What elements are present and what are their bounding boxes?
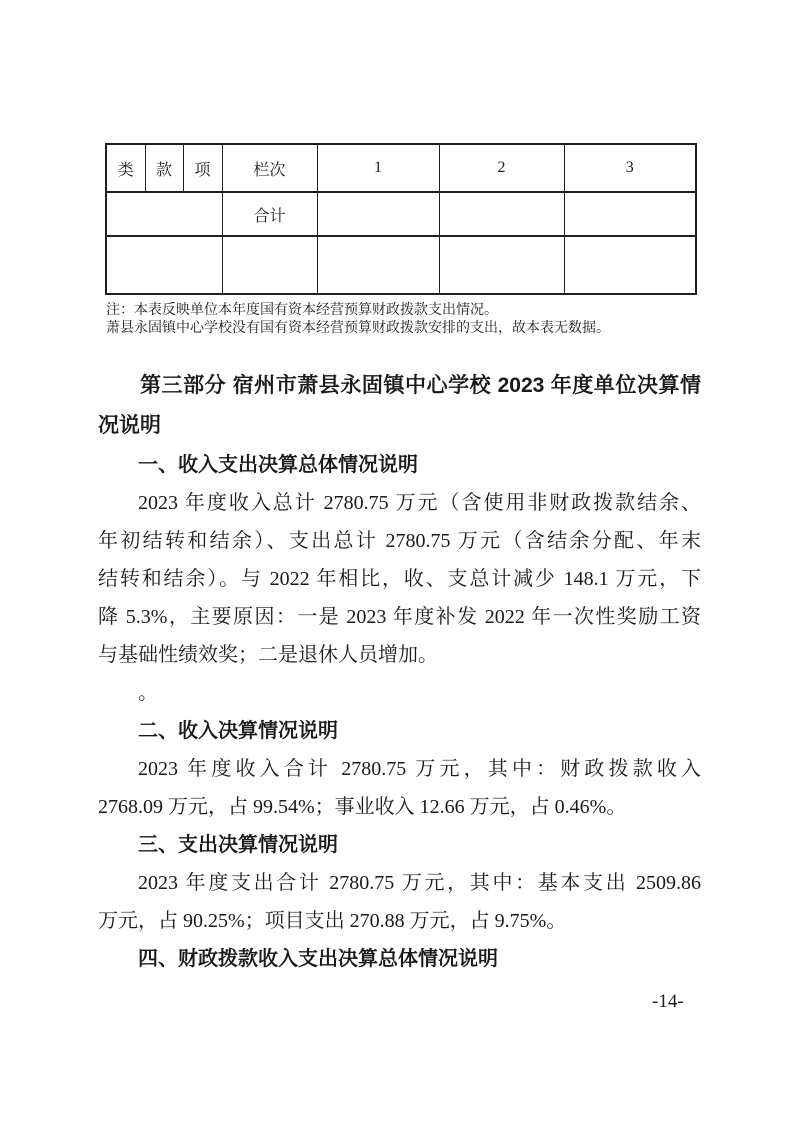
- table-total-row: [106, 192, 696, 236]
- table-cell-empty: [439, 192, 564, 236]
- narrative-body: [98, 366, 701, 978]
- overview-paragraph: [98, 484, 701, 674]
- text-line: 万元，占 90.25%；项目支出 270.88 万元，占 9.75%。: [98, 910, 567, 932]
- header-cell-item: 款: [145, 144, 183, 192]
- text-line: 况说明: [98, 414, 161, 437]
- total-label-cell: 合计: [222, 192, 317, 236]
- table-cell-empty: [317, 236, 439, 294]
- text-line: 年初结转和结余）、支出总计 2780.75 万元（含结余分配、年末: [98, 530, 701, 552]
- page-number: -14-: [652, 991, 684, 1012]
- section-one-title: 一、收入支出决算总体情况说明: [138, 454, 418, 476]
- header-cell-column-label: 栏次: [222, 144, 317, 192]
- table-header-row: [106, 144, 696, 192]
- table-notes: [106, 302, 706, 338]
- text-line: 与基础性绩效奖；二是退休人员增加。: [98, 644, 438, 666]
- table-cell-empty: [317, 192, 439, 236]
- section-four-title: 四、财政拨款收入支出决算总体情况说明: [138, 948, 498, 970]
- table-note-line-1: 注：本表反映单位本年度国有资本经营预算财政拨款支出情况。: [106, 303, 498, 318]
- section-three-title: 三、支出决算情况说明: [138, 834, 338, 856]
- table-cell-empty: [439, 236, 564, 294]
- header-cell-col1: 1: [317, 144, 439, 192]
- text-line: 结转和结余）。与 2022 年相比，收、支总计减少 148.1 万元，下: [98, 568, 701, 590]
- header-cell-col2: 2: [439, 144, 564, 192]
- section-two-title: 二、收入决算情况说明: [138, 720, 338, 742]
- orphan-period-paragraph: [98, 674, 701, 712]
- text-line: 第三部分 宿州市萧县永固镇中心学校 2023 年度单位决算情: [140, 374, 701, 397]
- income-paragraph: [98, 750, 701, 826]
- text-line: 降 5.3%，主要原因：一是 2023 年度补发 2022 年一次性奖励工资: [98, 606, 701, 628]
- header-cell-col3: 3: [564, 144, 696, 192]
- table-cell-empty: [222, 236, 317, 294]
- table-cell-empty: [106, 236, 222, 294]
- header-cell-category: 类: [106, 144, 145, 192]
- text-line: 2023 年度收入总计 2780.75 万元（含使用非财政拨款结余、: [138, 492, 701, 514]
- text-line: 2768.09 万元，占 99.54%；事业收入 12.66 万元，占 0.46%。: [98, 796, 627, 818]
- header-cell-sub-item: 项: [183, 144, 222, 192]
- state-capital-budget-table: [105, 143, 697, 295]
- part-three-heading: [98, 366, 701, 446]
- table-empty-row: [106, 236, 696, 294]
- table-cell-empty: [564, 236, 696, 294]
- table-cell-empty: [106, 192, 222, 236]
- expense-paragraph: [98, 864, 701, 940]
- table-cell-empty: [564, 192, 696, 236]
- table-note-line-2: 萧县永固镇中心学校没有国有资本经营预算财政拨款安排的支出，故本表无数据。: [106, 321, 610, 336]
- text-line: 2023 年度支出合计 2780.75 万元，其中：基本支出 2509.86: [138, 872, 701, 894]
- text-line: 。: [138, 682, 158, 704]
- text-line: 2023 年度收入合计 2780.75 万元，其中：财政拨款收入: [138, 758, 701, 780]
